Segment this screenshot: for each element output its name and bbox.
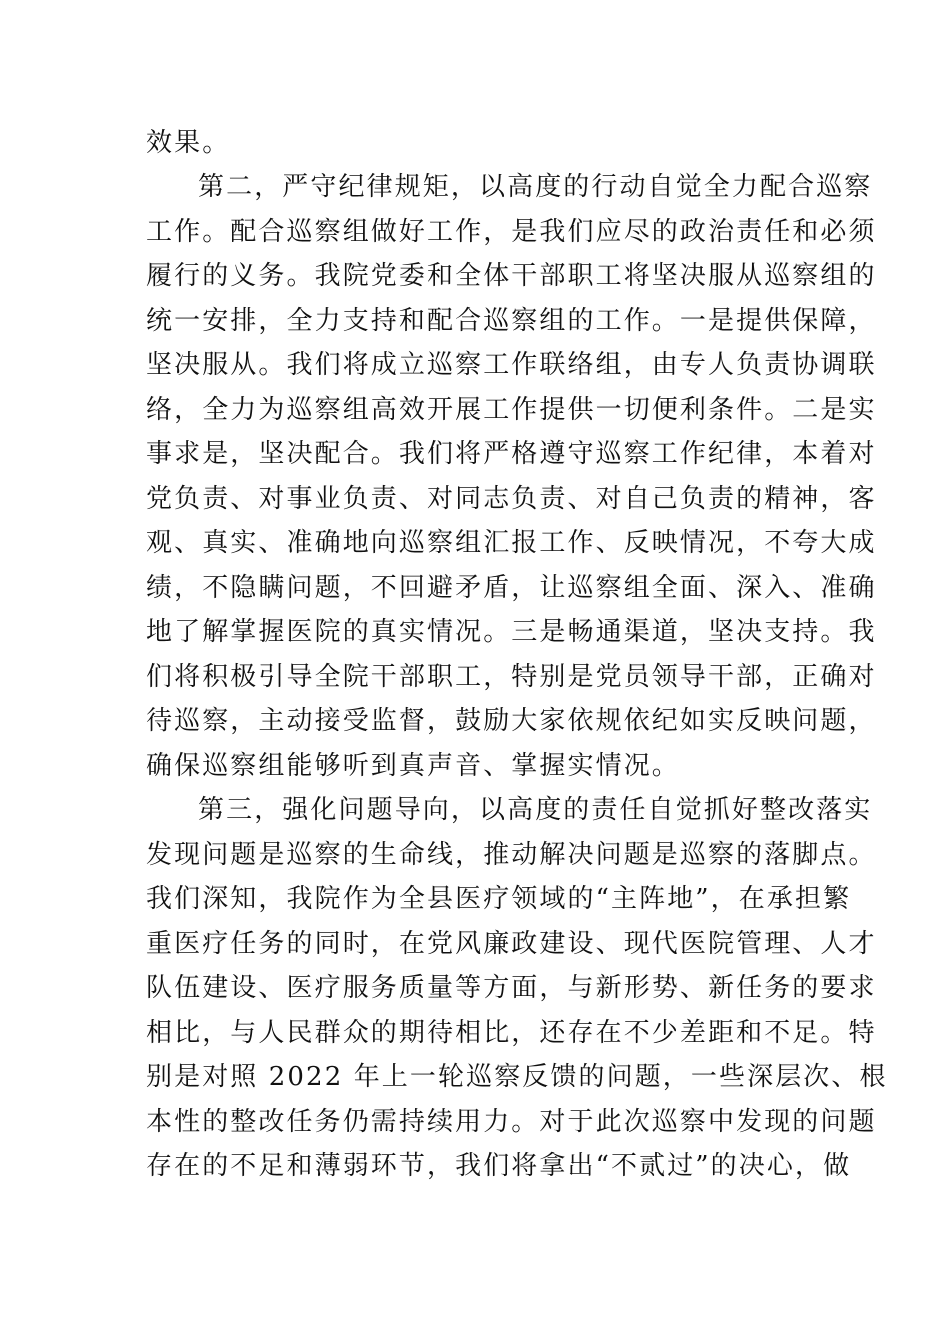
text-line: 观、真实、准确地向巡察组汇报工作、反映情况，不夸大成 <box>146 528 877 558</box>
text-line: 队伍建设、医疗服务质量等方面，与新形势、新任务的要求 <box>146 973 877 1003</box>
text-line: 待巡察，主动接受监督，鼓励大家依规依纪如实反映问题， <box>146 706 877 736</box>
text-line: 络，全力为巡察组高效开展工作提供一切便利条件。二是实 <box>146 395 877 425</box>
text-line: 存在的不足和薄弱环节，我们将拿出“不贰过”的决心，做 <box>146 1151 852 1181</box>
text-line: 本性的整改任务仍需持续用力。对于此次巡察中发现的问题 <box>146 1107 877 1137</box>
paragraph-start-line: 第二，严守纪律规矩，以高度的行动自觉全力配合巡察 <box>198 172 873 202</box>
text-line: 党负责、对事业负责、对同志负责、对自己负责的精神，客 <box>146 484 877 514</box>
text-line: 绩，不隐瞒问题，不回避矛盾，让巡察组全面、深入、准确 <box>146 573 877 603</box>
text-line: 重医疗任务的同时，在党风廉政建设、现代医院管理、人才 <box>146 929 877 959</box>
text-line: 统一安排，全力支持和配合巡察组的工作。一是提供保障， <box>146 306 877 336</box>
text-line: 工作。配合巡察组做好工作，是我们应尽的政治责任和必须 <box>146 217 877 247</box>
text-line: 别是对照 2022 年上一轮巡察反馈的问题，一些深层次、根 <box>146 1062 888 1092</box>
text-line: 履行的义务。我院党委和全体干部职工将坚决服从巡察组的 <box>146 261 877 291</box>
paragraph-start-line: 第三，强化问题导向，以高度的责任自觉抓好整改落实 <box>198 795 873 825</box>
text-line: 们将积极引导全院干部职工，特别是党员领导干部，正确对 <box>146 662 877 692</box>
text-line: 确保巡察组能够听到真声音、掌握实情况。 <box>146 751 680 781</box>
text-line: 事求是，坚决配合。我们将严格遵守巡察工作纪律，本着对 <box>146 439 877 469</box>
text-line: 地了解掌握医院的真实情况。三是畅通渠道，坚决支持。我 <box>146 617 877 647</box>
text-line: 效果。 <box>146 128 231 158</box>
text-line: 我们深知，我院作为全县医疗领域的“主阵地”，在承担繁 <box>146 884 852 914</box>
text-line: 坚决服从。我们将成立巡察工作联络组，由专人负责协调联 <box>146 350 877 380</box>
text-line: 相比，与人民群众的期待相比，还存在不少差距和不足。特 <box>146 1018 877 1048</box>
text-line: 发现问题是巡察的生命线，推动解决问题是巡察的落脚点。 <box>146 840 877 870</box>
